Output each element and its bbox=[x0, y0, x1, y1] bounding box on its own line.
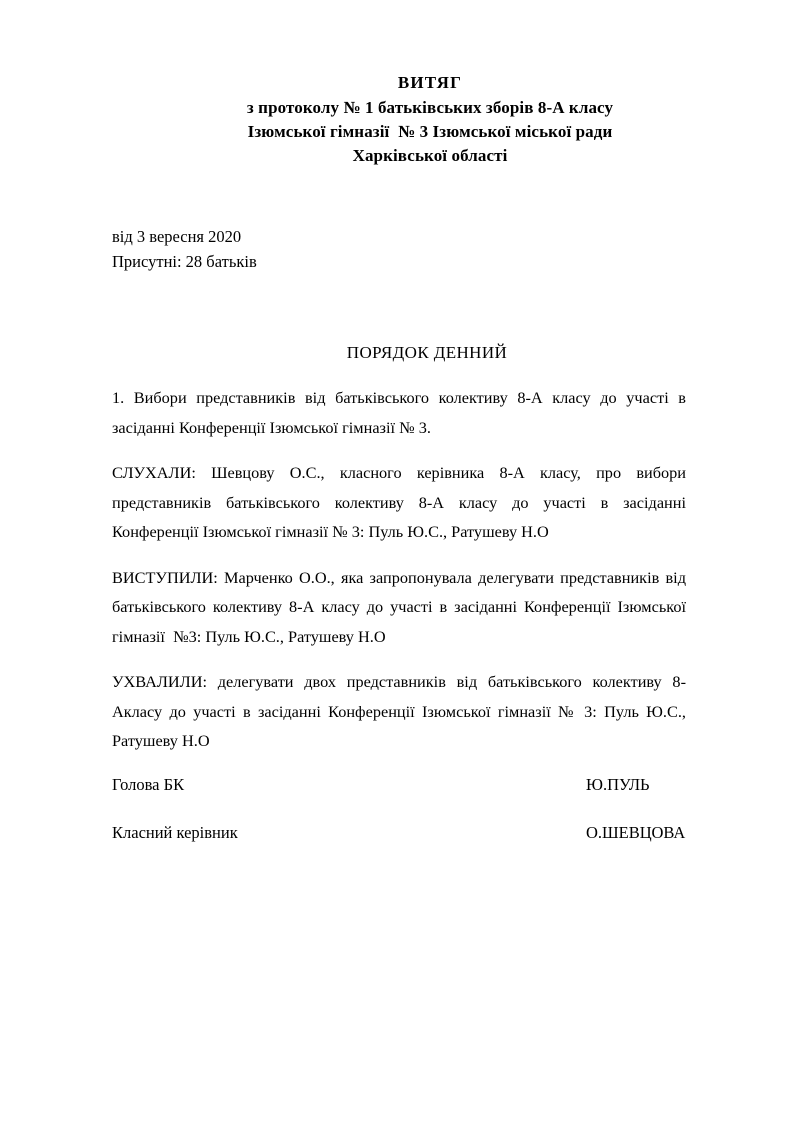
signatory-role-class-teacher: Класний керівник bbox=[112, 823, 238, 842]
signatory-role-chair: Голова БК bbox=[112, 775, 185, 794]
paragraph-heard: СЛУХАЛИ: Шевцову О.С., класного керівника 8-А класу, про вибори представників батьківського колективу 8-А класу до участі в засіданні Конференції Ізюмської гімназії № 3: Пуль Ю.С., Ратушеву Н.О bbox=[112, 463, 691, 541]
signatory-name-chair: Ю.ПУЛЬ bbox=[586, 775, 650, 794]
document-subtitle-line-2: Ізюмської гімназії № 3 Ізюмської міської ради bbox=[247, 122, 613, 141]
paragraph-spoke: ВИСТУПИЛИ: Марченко О.О., яка запропонувала делегувати представників від батьківського колективу 8-А класу до участі в засіданні Конференції Ізюмської гімназії №3: Пуль Ю.С., Ратушеву Н.О bbox=[112, 567, 691, 646]
document-meta-block bbox=[112, 224, 685, 274]
signature-row bbox=[112, 821, 698, 845]
signatory-name-class-teacher: О.ШЕВЦОВА bbox=[586, 823, 686, 842]
paragraph-agenda-item-1: 1. Вибори представників від батьківського колективу 8-А класу до участі в засіданні Конференції Ізюмської гімназії № 3. bbox=[112, 388, 691, 437]
document-body bbox=[112, 383, 691, 756]
document-subtitle-line-1: з протоколу № 1 батьківських зборів 8-А класу bbox=[246, 98, 614, 117]
signature-block bbox=[112, 773, 698, 845]
paragraph-resolved: УХВАЛИЛИ: делегувати двох представників від батьківського колективу 8-Акласу до участі в засіданні Конференції Ізюмської гімназії № 3: Пуль Ю.С., Ратушеву Н.О bbox=[112, 672, 691, 750]
document-title: ВИТЯГ bbox=[397, 73, 463, 92]
attendance-count: Присутні: 28 батьків bbox=[112, 252, 257, 271]
signature-row bbox=[112, 773, 698, 797]
document-title-block bbox=[112, 70, 748, 168]
agenda-heading: ПОРЯДОК ДЕННИЙ bbox=[346, 343, 508, 362]
document-subtitle-line-3: Харківської області bbox=[352, 146, 508, 165]
document-date: від 3 вересня 2020 bbox=[112, 227, 242, 246]
